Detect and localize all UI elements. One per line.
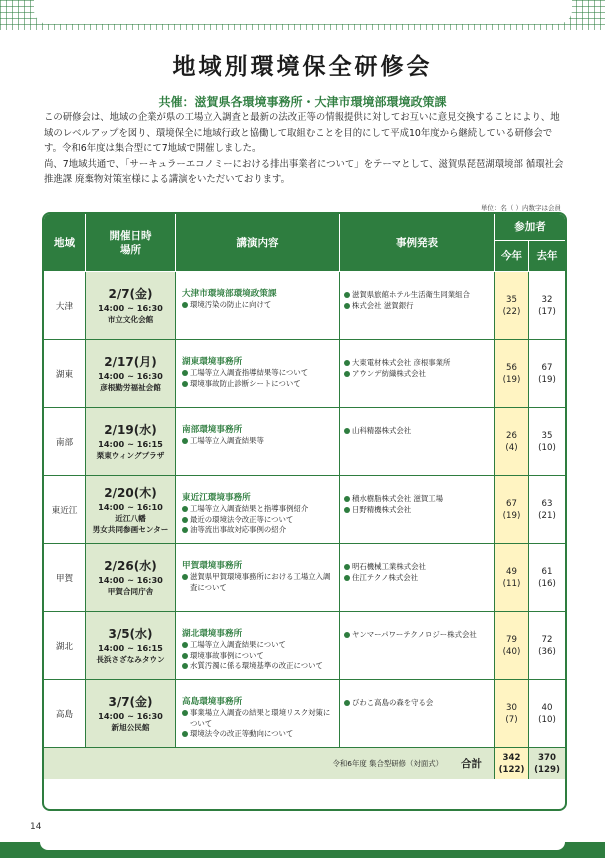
this-year-members: (19): [502, 374, 521, 385]
event-date: 2/7(金): [108, 287, 153, 301]
lecture-title: 甲賀環境事務所: [182, 561, 243, 571]
header-participants: 参加者: [495, 214, 565, 241]
last-year-members: (10): [538, 442, 556, 453]
bullet-dot-icon: [182, 710, 188, 716]
seminar-table: [42, 212, 567, 811]
case-item-text: びわこ高島の森を守る会: [352, 698, 434, 707]
case-item: [344, 301, 490, 312]
total-this-year-members: (122): [498, 764, 525, 775]
lecture-item-text: 環境汚染の防止に向けて: [190, 300, 272, 309]
bullet-dot-icon: [182, 574, 188, 580]
page-subtitle: 共催：滋賀県各環境事務所・大津市環境部環境政策課: [158, 95, 447, 109]
lecture-item-text: 工場等立入調査結果と指導事例紹介: [190, 504, 309, 513]
bullet-dot-icon: [344, 507, 350, 513]
event-date: 3/5(水): [108, 627, 153, 641]
case-item-text: 明石機械工業株式会社: [352, 562, 426, 571]
lecture-title: 大津市環境部環境政策課: [182, 289, 277, 299]
event-date: 2/19(水): [104, 423, 157, 437]
total-this-year: [495, 748, 529, 779]
lecture-cell: [176, 340, 340, 408]
intro-paragraph: 尚、7地域共通で、「サーキュラーエコノミーにおける排出事業者について」をテーマとして、滋賀県琵琶湖環境部 循環社会推進課 廃棄物対策室様による講演をいただいております。: [44, 158, 564, 185]
bullet-dot-icon: [344, 292, 350, 298]
bullet-dot-icon: [182, 370, 188, 376]
last-year-count: [529, 612, 565, 680]
this-year-count: [495, 680, 529, 748]
last-year-count: [529, 476, 565, 544]
lecture-item: [182, 515, 333, 526]
case-item: [344, 494, 490, 505]
case-item-text: 大東電材株式会社 彦根事業所: [352, 358, 451, 367]
this-year-total: 26: [506, 430, 517, 441]
lecture-item-text: 工場等立入調査結果について: [190, 640, 286, 649]
last-year-members: (16): [538, 578, 556, 589]
bullet-dot-icon: [182, 438, 188, 444]
event-venue: 栗東ウィングプラザ: [96, 451, 165, 460]
total-last-year-value: 370: [538, 752, 556, 763]
bullet-dot-icon: [182, 527, 188, 533]
this-year-total: 35: [506, 294, 517, 305]
last-year-total: 61: [541, 566, 553, 577]
lecture-item-text: 油等流出事故対応事例の紹介: [190, 525, 287, 534]
bullet-dot-icon: [182, 506, 188, 512]
lecture-item-text: 事業場立入調査の結果と環境リスク対策について: [190, 708, 331, 728]
total-last-year-members: (129): [534, 764, 560, 775]
this-year-members: (19): [502, 510, 521, 521]
this-year-total: 49: [506, 566, 517, 577]
lecture-cell: [176, 476, 340, 544]
lecture-item: [182, 368, 333, 379]
total-last-year: [529, 748, 565, 779]
intro-text: [44, 110, 564, 188]
lecture-item-text: 滋賀県甲賀環境事務所における工場立入調査について: [190, 572, 331, 592]
bullet-dot-icon: [344, 564, 350, 570]
lecture-item: [182, 640, 333, 651]
case-item: [344, 630, 490, 641]
last-year-count: [529, 408, 565, 476]
date-cell: [86, 680, 176, 748]
page-title: 地域別環境保全研修会: [172, 53, 433, 80]
unit-note: 単位：名（ ）内数字は会員: [480, 204, 561, 212]
date-cell: [86, 612, 176, 680]
event-venue: 彦根勤労福祉会館: [100, 383, 161, 392]
bullet-dot-icon: [182, 663, 188, 669]
case-item: [344, 290, 490, 301]
date-cell: [86, 476, 176, 544]
area-cell: 甲賀: [44, 544, 86, 612]
case-item: [344, 698, 490, 709]
this-year-count: [495, 544, 529, 612]
case-cell: [340, 340, 495, 408]
last-year-members: (10): [538, 714, 556, 725]
last-year-members: (21): [538, 510, 556, 521]
lecture-item: [182, 651, 333, 662]
event-date: 2/17(月): [104, 355, 157, 369]
intro-paragraph: この研修会は、地域の企業が県の工場立入調査と最新の法改正等の情報提供に対してお互いに意見交換することにより、地域のレベルアップを図り、環境保全に地域行政と協働して取組むことを目的にして平成10年度から継続している研修会です。令和6年度は集合型にて7地域で開催しました。: [44, 112, 560, 154]
case-item-text: 住江テクノ株式会社: [352, 572, 419, 582]
last-year-members: (17): [538, 306, 556, 317]
lecture-item-text: 工場等立入調査結果等: [190, 436, 264, 445]
bullet-dot-icon: [344, 428, 350, 434]
event-time: 14:00 ~ 16:30: [98, 303, 163, 313]
event-time: 14:00 ~ 16:30: [98, 575, 163, 585]
event-venue: 甲賀合同庁舎: [107, 587, 154, 596]
lecture-cell: [176, 680, 340, 748]
last-year-count: [529, 272, 565, 340]
last-year-members: (19): [538, 374, 556, 385]
lecture-item: [182, 504, 333, 515]
total-this-year-value: 342: [502, 752, 521, 763]
bullet-dot-icon: [182, 642, 188, 648]
bullet-dot-icon: [182, 653, 188, 659]
seminar-table-grid: [44, 214, 565, 809]
header-case: 事例発表: [340, 214, 495, 272]
area-cell: 湖北: [44, 612, 86, 680]
event-venue: 新旭公民館: [111, 723, 150, 732]
last-year-total: 35: [541, 430, 553, 441]
top-tab: [34, 0, 572, 24]
lecture-item: [182, 379, 333, 390]
last-year-members: (36): [538, 646, 556, 657]
lecture-title: 湖北環境事務所: [182, 629, 243, 639]
this-year-members: (22): [502, 306, 521, 317]
last-year-count: [529, 544, 565, 612]
lecture-cell: [176, 544, 340, 612]
lecture-item-text: 環境法令の改正等動向について: [190, 729, 294, 738]
area-cell: 東近江: [44, 476, 86, 544]
event-venue: 近江八幡 男女共同参画センター: [92, 513, 169, 534]
case-item: [344, 505, 490, 516]
date-cell: [86, 340, 176, 408]
last-year-total: 40: [541, 702, 553, 713]
last-year-count: [529, 340, 565, 408]
this-year-members: (11): [502, 578, 521, 589]
bullet-dot-icon: [344, 575, 350, 581]
bullet-dot-icon: [344, 496, 350, 502]
case-item: [344, 573, 490, 584]
event-time: 14:00 ~ 16:15: [98, 439, 163, 449]
case-item-text: 山科精器株式会社: [352, 426, 412, 435]
case-item: [344, 562, 490, 573]
bullet-dot-icon: [344, 303, 350, 309]
lecture-item-text: 水質汚濁に係る環境基準の改正について: [190, 661, 323, 670]
case-item-text: アウンデ紡織株式会社: [352, 368, 426, 378]
lecture-title: 南部環境事務所: [182, 425, 243, 435]
event-time: 14:00 ~ 16:10: [98, 501, 163, 512]
event-time: 14:00 ~ 16:15: [98, 643, 163, 653]
this-year-total: 67: [506, 498, 517, 509]
case-item-text: 日野精機株式会社: [352, 504, 412, 514]
event-venue: 市立文化会館: [107, 315, 154, 324]
header-last-year: 去年: [529, 241, 565, 272]
lecture-item: [182, 300, 333, 311]
lecture-item-text: 工場等立入調査指導結果等について: [190, 368, 309, 377]
page-number: 14: [30, 822, 42, 832]
this-year-count: [495, 408, 529, 476]
case-item: [344, 426, 490, 437]
total-description: 令和6年度 集合型研修（対面式）: [332, 759, 443, 768]
bottom-tab: [40, 842, 565, 850]
bullet-dot-icon: [344, 371, 350, 377]
bullet-dot-icon: [182, 731, 188, 737]
this-year-members: (40): [502, 646, 521, 657]
last-year-total: 32: [541, 294, 553, 305]
this-year-total: 79: [506, 634, 517, 645]
case-item: [344, 358, 490, 369]
event-venue: 長浜さざなみタウン: [96, 655, 165, 664]
lecture-cell: [176, 408, 340, 476]
event-date: 2/20(木): [104, 485, 157, 500]
lecture-title: 高島環境事務所: [182, 697, 243, 707]
this-year-members: (4): [505, 442, 518, 453]
total-label-cell: [44, 748, 495, 779]
area-cell: 大津: [44, 272, 86, 340]
case-cell: [340, 476, 495, 544]
this-year-members: (7): [505, 714, 518, 725]
case-cell: [340, 544, 495, 612]
case-item: [344, 369, 490, 380]
lecture-item: [182, 572, 333, 593]
this-year-count: [495, 612, 529, 680]
area-cell: 湖東: [44, 340, 86, 408]
case-item-text: 滋賀県旅館ホテル生活衛生同業組合: [352, 290, 470, 299]
lecture-title: 湖東環境事務所: [182, 357, 243, 367]
event-time: 14:00 ~ 16:30: [98, 711, 163, 721]
event-date: 2/26(水): [104, 559, 157, 573]
last-year-count: [529, 680, 565, 748]
case-item-text: 株式会社 滋賀銀行: [352, 300, 414, 310]
header-lecture: 講演内容: [176, 214, 340, 272]
lecture-item-text: 環境事故防止診断シートについて: [190, 378, 301, 388]
bullet-dot-icon: [344, 700, 350, 706]
lecture-item: [182, 525, 333, 536]
bullet-dot-icon: [182, 381, 188, 387]
total-label: 合計: [461, 758, 482, 770]
lecture-title: 東近江環境事務所: [182, 493, 251, 503]
lecture-item-text: 最近の環境法令改正等について: [190, 514, 294, 524]
lecture-cell: [176, 272, 340, 340]
case-cell: [340, 612, 495, 680]
event-time: 14:00 ~ 16:30: [98, 371, 163, 381]
last-year-total: 63: [541, 498, 553, 509]
bullet-dot-icon: [182, 517, 188, 523]
lecture-item-text: 環境事故事例について: [190, 650, 264, 660]
bullet-dot-icon: [182, 302, 188, 308]
area-cell: 南部: [44, 408, 86, 476]
case-cell: [340, 408, 495, 476]
case-item-text: ヤンマーパワーテクノロジー株式会社: [352, 630, 477, 639]
last-year-total: 72: [541, 634, 553, 645]
this-year-count: [495, 340, 529, 408]
bullet-dot-icon: [344, 360, 350, 366]
lecture-item: [182, 708, 333, 729]
date-cell: [86, 408, 176, 476]
area-cell: 高島: [44, 680, 86, 748]
this-year-total: 56: [506, 362, 517, 373]
lecture-item: [182, 729, 333, 740]
date-cell: [86, 272, 176, 340]
bullet-dot-icon: [344, 632, 350, 638]
lecture-item: [182, 661, 333, 672]
this-year-total: 30: [506, 702, 517, 713]
date-cell: [86, 544, 176, 612]
this-year-count: [495, 476, 529, 544]
event-date: 3/7(金): [108, 695, 153, 709]
header-date: 開催日時 場所: [86, 214, 176, 272]
case-cell: [340, 680, 495, 748]
lecture-cell: [176, 612, 340, 680]
case-cell: [340, 272, 495, 340]
this-year-count: [495, 272, 529, 340]
case-item-text: 積水樹脂株式会社 滋賀工場: [352, 494, 444, 503]
header-this-year: 今年: [495, 241, 529, 272]
lecture-item: [182, 436, 333, 447]
last-year-total: 67: [541, 362, 553, 373]
header-area: 地域: [44, 214, 86, 272]
